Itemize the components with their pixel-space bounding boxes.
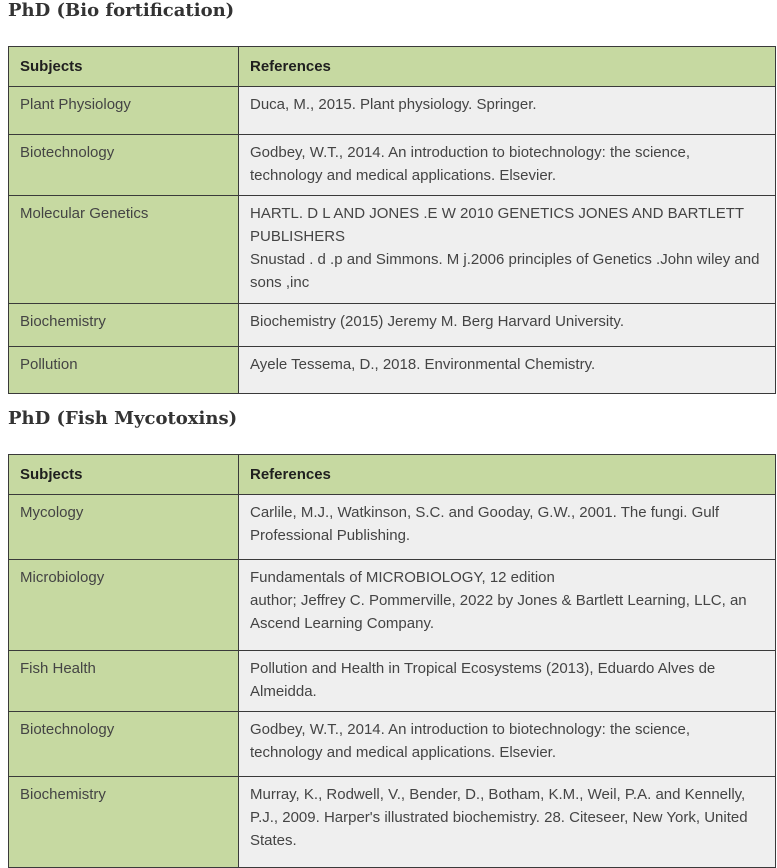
- subject-cell: Fish Health: [9, 651, 239, 712]
- table-row: [9, 712, 776, 777]
- header-subjects: Subjects: [9, 455, 239, 495]
- reference-text: Snustad . d .p and Simmons. M j.2006 principles of Genetics .John wiley and sons ,inc: [250, 251, 760, 291]
- references-table: [8, 46, 776, 394]
- table-row: [9, 87, 776, 135]
- header-references: References: [239, 455, 776, 495]
- reference-text: HARTL. D L AND JONES .E W 2010 GENETICS JONES AND BARTLETT PUBLISHERS: [250, 205, 744, 245]
- reference-text: Pollution and Health in Tropical Ecosystems (2013), Eduardo Alves de Almeidda.: [250, 660, 716, 700]
- reference-cell: [239, 347, 776, 394]
- reference-cell: [239, 495, 776, 560]
- reference-cell: [239, 304, 776, 347]
- reference-text: author; Jeffrey C. Pommerville, 2022 by Jones & Bartlett Learning, LLC, an Ascend Learning Company.: [250, 592, 747, 632]
- subject-cell: Molecular Genetics: [9, 196, 239, 304]
- reference-text: Fundamentals of MICROBIOLOGY, 12 edition: [250, 569, 555, 586]
- table-header-row: [9, 47, 776, 87]
- header-references: References: [239, 47, 776, 87]
- table-row: [9, 304, 776, 347]
- reference-text: Biochemistry (2015) Jeremy M. Berg Harvard University.: [250, 313, 624, 330]
- reference-text: Ayele Tessema, D., 2018. Environmental Chemistry.: [250, 356, 596, 373]
- reference-text: Godbey, W.T., 2014. An introduction to biotechnology: the science, technology and medical applications. Elsevier.: [250, 721, 690, 761]
- section-title: PhD (Fish Mycotoxins): [8, 408, 238, 429]
- table-row: [9, 135, 776, 196]
- reference-text: Godbey, W.T., 2014. An introduction to biotechnology: the science, technology and medical applications. Elsevier.: [250, 144, 690, 184]
- table-row: [9, 196, 776, 304]
- reference-cell: [239, 196, 776, 304]
- table-row: [9, 560, 776, 651]
- subject-cell: Biotechnology: [9, 712, 239, 777]
- table-row: [9, 495, 776, 560]
- subject-cell: Microbiology: [9, 560, 239, 651]
- subject-cell: Pollution: [9, 347, 239, 394]
- reference-cell: [239, 777, 776, 868]
- subject-cell: Plant Physiology: [9, 87, 239, 135]
- reference-cell: [239, 560, 776, 651]
- reference-text: Duca, M., 2015. Plant physiology. Springer.: [250, 96, 537, 113]
- reference-cell: [239, 712, 776, 777]
- table-row: [9, 651, 776, 712]
- table-header-row: [9, 455, 776, 495]
- table-row: [9, 347, 776, 394]
- reference-cell: [239, 135, 776, 196]
- reference-text: Carlile, M.J., Watkinson, S.C. and Gooday, G.W., 2001. The fungi. Gulf Professional Publishing.: [250, 504, 720, 544]
- subject-cell: Biochemistry: [9, 304, 239, 347]
- table-row: [9, 777, 776, 868]
- subject-cell: Biotechnology: [9, 135, 239, 196]
- references-table: [8, 454, 776, 868]
- subject-cell: Biochemistry: [9, 777, 239, 868]
- header-subjects: Subjects: [9, 47, 239, 87]
- subject-cell: Mycology: [9, 495, 239, 560]
- section-title: PhD (Bio fortification): [8, 0, 235, 21]
- reference-cell: [239, 87, 776, 135]
- reference-text: Murray, K., Rodwell, V., Bender, D., Botham, K.M., Weil, P.A. and Kennelly, P.J., 2009. Harper's illustrated biochemistry. 28. Citeseer, New York, United States.: [250, 786, 748, 849]
- reference-cell: [239, 651, 776, 712]
